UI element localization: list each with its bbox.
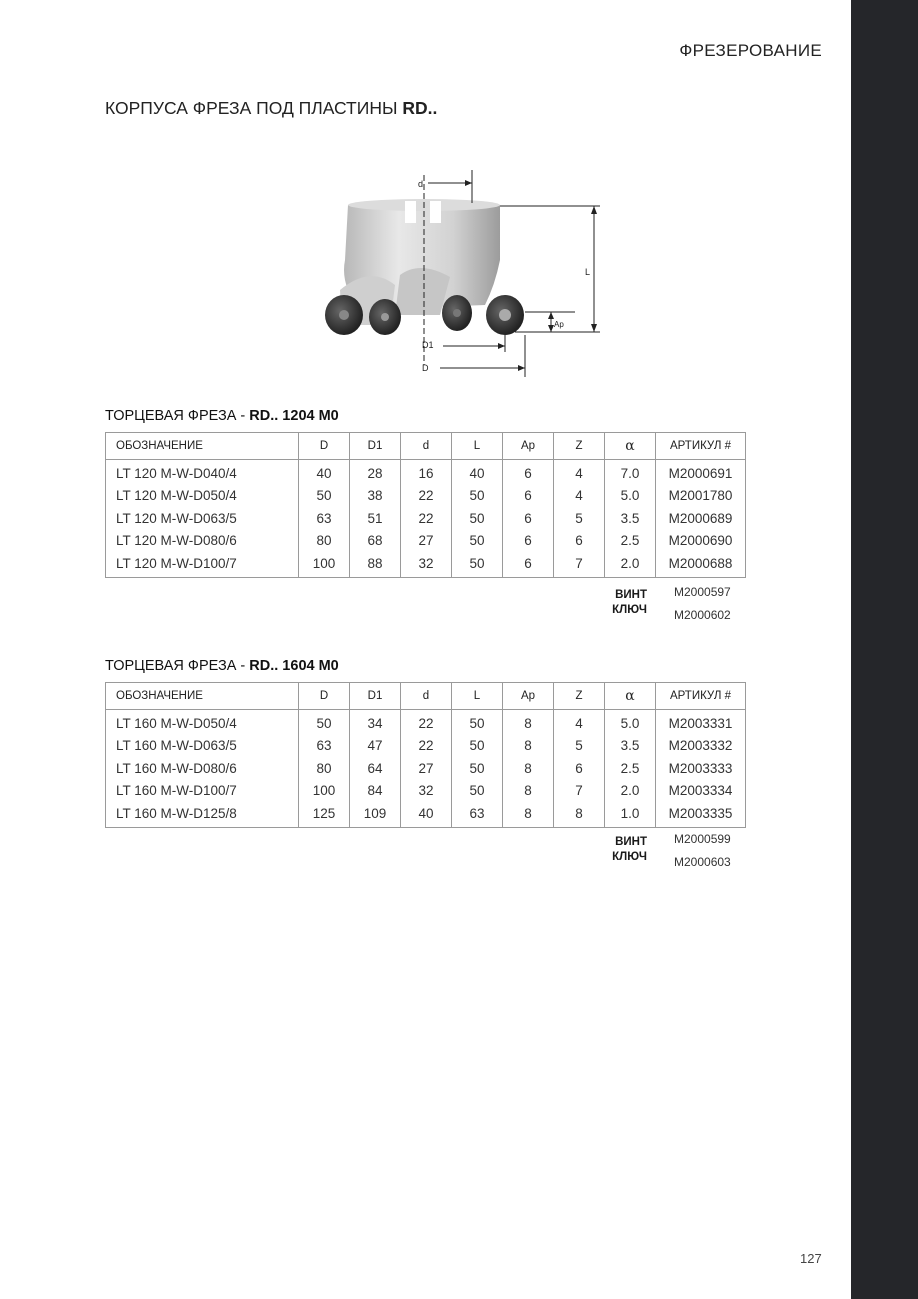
cell-ap: 8 xyxy=(503,802,554,827)
accessory-code-key: M2000603 xyxy=(674,855,731,869)
page-title-bold: RD.. xyxy=(402,98,438,118)
accessory-label-screw: ВИНТ xyxy=(615,589,647,601)
table-row xyxy=(106,460,746,485)
cell-d1: 47 xyxy=(350,735,401,758)
cell-bore: 22 xyxy=(401,735,452,758)
cell-alpha: 1.0 xyxy=(605,802,656,827)
table1-header-row xyxy=(106,433,746,460)
table-row xyxy=(106,507,746,530)
table2-header-row xyxy=(106,683,746,710)
cell-bore: 22 xyxy=(401,485,452,508)
accessory-label-key: КЛЮЧ xyxy=(612,851,647,863)
cell-alpha: 3.5 xyxy=(605,507,656,530)
cell-d: 63 xyxy=(299,507,350,530)
cell-alpha: 5.0 xyxy=(605,710,656,735)
table2 xyxy=(105,682,746,828)
cell-d: 50 xyxy=(299,710,350,735)
cell-d: 80 xyxy=(299,530,350,553)
cell-article: M2003333 xyxy=(656,757,746,780)
cell-d1: 109 xyxy=(350,802,401,827)
cell-designation: LT 160 M-W-D063/5 xyxy=(106,735,299,758)
cell-bore: 32 xyxy=(401,552,452,577)
cell-z: 6 xyxy=(554,757,605,780)
cell-alpha: 2.0 xyxy=(605,552,656,577)
col-header-alpha: α xyxy=(605,683,656,710)
table-row xyxy=(106,530,746,553)
cell-ap: 6 xyxy=(503,507,554,530)
cell-l: 50 xyxy=(452,735,503,758)
table-row xyxy=(106,735,746,758)
cell-d1: 84 xyxy=(350,780,401,803)
cell-d: 63 xyxy=(299,735,350,758)
table2-title-text: ТОРЦЕВАЯ ФРЕЗА - xyxy=(105,658,250,674)
cell-d1: 88 xyxy=(350,552,401,577)
cell-z: 5 xyxy=(554,507,605,530)
col-header-l: L xyxy=(452,683,503,710)
insert-3 xyxy=(442,295,472,331)
cell-z: 7 xyxy=(554,552,605,577)
col-header-d-bore: d xyxy=(401,433,452,460)
cell-d: 50 xyxy=(299,485,350,508)
cell-alpha: 3.5 xyxy=(605,735,656,758)
col-header-ap: Ap xyxy=(503,433,554,460)
col-header-article: АРТИКУЛ # xyxy=(656,433,746,460)
cutter-body xyxy=(340,199,500,325)
accessory-code-screw: M2000599 xyxy=(674,832,731,846)
cell-article: M2003334 xyxy=(656,780,746,803)
table-row xyxy=(106,552,746,577)
page-title-text: КОРПУСА ФРЕЗА ПОД ПЛАСТИНЫ xyxy=(105,98,403,118)
cell-l: 50 xyxy=(452,485,503,508)
cell-alpha: 2.5 xyxy=(605,530,656,553)
cell-bore: 22 xyxy=(401,710,452,735)
table1 xyxy=(105,432,746,578)
cell-designation: LT 160 M-W-D125/8 xyxy=(106,802,299,827)
cell-designation: LT 120 M-W-D100/7 xyxy=(106,552,299,577)
cell-l: 40 xyxy=(452,460,503,485)
col-header-d1: D1 xyxy=(350,433,401,460)
cell-article: M2003331 xyxy=(656,710,746,735)
cell-d1: 38 xyxy=(350,485,401,508)
col-header-ap: Ap xyxy=(503,683,554,710)
cell-d1: 51 xyxy=(350,507,401,530)
cell-ap: 8 xyxy=(503,735,554,758)
cell-l: 50 xyxy=(452,710,503,735)
cell-z: 8 xyxy=(554,802,605,827)
insert-4 xyxy=(486,295,524,335)
cell-l: 63 xyxy=(452,802,503,827)
cell-d: 125 xyxy=(299,802,350,827)
dim-label-l: L xyxy=(584,267,590,277)
dim-label-d1: D1 xyxy=(422,340,434,350)
cell-bore: 32 xyxy=(401,780,452,803)
cell-designation: LT 160 M-W-D080/6 xyxy=(106,757,299,780)
cell-designation: LT 120 M-W-D040/4 xyxy=(106,460,299,485)
col-header-d1: D1 xyxy=(350,683,401,710)
insert-2 xyxy=(369,299,401,335)
table-row xyxy=(106,802,746,827)
cell-ap: 8 xyxy=(503,757,554,780)
section-title: ФРЕЗЕРОВАНИЕ xyxy=(679,41,822,60)
table-row xyxy=(106,757,746,780)
cell-l: 50 xyxy=(452,780,503,803)
cell-designation: LT 160 M-W-D100/7 xyxy=(106,780,299,803)
table1-title-text: ТОРЦЕВАЯ ФРЕЗА - xyxy=(105,408,250,424)
cell-article: M2001780 xyxy=(656,485,746,508)
cell-l: 50 xyxy=(452,757,503,780)
accessory-label-screw: ВИНТ xyxy=(615,836,647,848)
col-header-d-outer: D xyxy=(299,683,350,710)
cell-ap: 6 xyxy=(503,530,554,553)
cell-z: 4 xyxy=(554,460,605,485)
col-header-l: L xyxy=(452,433,503,460)
cell-bore: 22 xyxy=(401,507,452,530)
cell-d: 80 xyxy=(299,757,350,780)
cell-article: M2000689 xyxy=(656,507,746,530)
table-row xyxy=(106,485,746,508)
cell-article: M2003335 xyxy=(656,802,746,827)
col-header-designation: ОБОЗНАЧЕНИЕ xyxy=(106,433,299,460)
page-number: 127 xyxy=(800,1251,822,1266)
cell-bore: 40 xyxy=(401,802,452,827)
cell-z: 5 xyxy=(554,735,605,758)
side-band xyxy=(851,0,918,1299)
cell-l: 50 xyxy=(452,530,503,553)
dim-label-d: d xyxy=(417,179,423,189)
dim-label-big-d: D xyxy=(422,363,429,373)
cell-bore: 16 xyxy=(401,460,452,485)
cell-z: 6 xyxy=(554,530,605,553)
cell-l: 50 xyxy=(452,507,503,530)
cell-ap: 8 xyxy=(503,710,554,735)
cell-designation: LT 120 M-W-D050/4 xyxy=(106,485,299,508)
insert-1 xyxy=(325,295,363,335)
col-header-d-bore: d xyxy=(401,683,452,710)
cell-article: M2000690 xyxy=(656,530,746,553)
col-header-designation: ОБОЗНАЧЕНИЕ xyxy=(106,683,299,710)
cell-d1: 34 xyxy=(350,710,401,735)
page-title xyxy=(105,98,437,119)
cell-bore: 27 xyxy=(401,757,452,780)
table2-title-bold: RD.. 1604 M0 xyxy=(249,658,339,674)
cell-alpha: 2.0 xyxy=(605,780,656,803)
cell-z: 7 xyxy=(554,780,605,803)
table-row xyxy=(106,780,746,803)
cell-l: 50 xyxy=(452,552,503,577)
cell-z: 4 xyxy=(554,710,605,735)
cell-alpha: 2.5 xyxy=(605,757,656,780)
cell-ap: 6 xyxy=(503,552,554,577)
cell-designation: LT 160 M-W-D050/4 xyxy=(106,710,299,735)
col-header-z: Z xyxy=(554,433,605,460)
cell-ap: 8 xyxy=(503,780,554,803)
col-header-article: АРТИКУЛ # xyxy=(656,683,746,710)
cell-alpha: 7.0 xyxy=(605,460,656,485)
cell-d1: 68 xyxy=(350,530,401,553)
cell-d1: 28 xyxy=(350,460,401,485)
cell-article: M2000688 xyxy=(656,552,746,577)
cell-alpha: 5.0 xyxy=(605,485,656,508)
cell-designation: LT 120 M-W-D080/6 xyxy=(106,530,299,553)
cell-d: 100 xyxy=(299,780,350,803)
cell-d: 40 xyxy=(299,460,350,485)
table1-title xyxy=(105,408,339,424)
accessory-code-key: M2000602 xyxy=(674,608,731,622)
cell-article: M2000691 xyxy=(656,460,746,485)
col-header-d-outer: D xyxy=(299,433,350,460)
cell-ap: 6 xyxy=(503,485,554,508)
table-row xyxy=(106,710,746,735)
cell-z: 4 xyxy=(554,485,605,508)
accessory-label-key: КЛЮЧ xyxy=(612,604,647,616)
cell-ap: 6 xyxy=(503,460,554,485)
table1-title-bold: RD.. 1204 M0 xyxy=(249,408,339,424)
milling-cutter-diagram xyxy=(300,165,600,380)
accessory-code-screw: M2000597 xyxy=(674,585,731,599)
cell-bore: 27 xyxy=(401,530,452,553)
cell-d1: 64 xyxy=(350,757,401,780)
table2-title xyxy=(105,658,339,674)
cell-designation: LT 120 M-W-D063/5 xyxy=(106,507,299,530)
col-header-alpha: α xyxy=(605,433,656,460)
dim-label-ap: Ap xyxy=(554,320,564,329)
col-header-z: Z xyxy=(554,683,605,710)
cell-article: M2003332 xyxy=(656,735,746,758)
cell-d: 100 xyxy=(299,552,350,577)
